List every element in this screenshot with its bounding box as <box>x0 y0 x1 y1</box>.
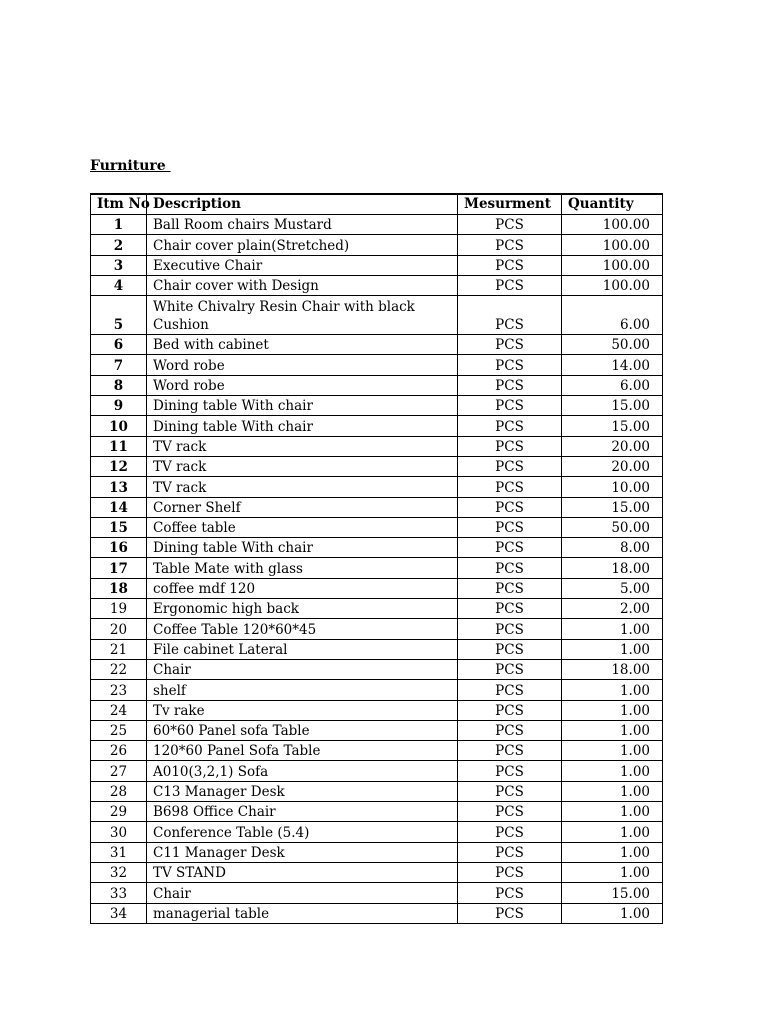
cell-measurement: PCS <box>458 700 562 720</box>
table-row <box>91 720 663 740</box>
cell-measurement: PCS <box>458 355 562 375</box>
cell-description: Coffee Table 120*60*45 <box>147 619 458 639</box>
cell-item-no: 15 <box>91 517 147 537</box>
cell-item-no: 13 <box>91 477 147 497</box>
cell-item-no: 6 <box>91 335 147 355</box>
cell-measurement: PCS <box>458 842 562 862</box>
cell-measurement: PCS <box>458 903 562 923</box>
cell-item-no: 11 <box>91 436 147 456</box>
cell-description: TV rack <box>147 436 458 456</box>
table-row <box>91 215 663 235</box>
cell-description: Tv rake <box>147 700 458 720</box>
cell-quantity: 1.00 <box>562 761 663 781</box>
table-row <box>91 436 663 456</box>
cell-quantity: 10.00 <box>562 477 663 497</box>
cell-item-no: 16 <box>91 538 147 558</box>
cell-description: C11 Manager Desk <box>147 842 458 862</box>
cell-description: Chair cover plain(Stretched) <box>147 235 458 255</box>
cell-quantity: 20.00 <box>562 436 663 456</box>
cell-quantity: 6.00 <box>562 375 663 395</box>
cell-quantity: 14.00 <box>562 355 663 375</box>
cell-description: File cabinet Lateral <box>147 639 458 659</box>
cell-measurement: PCS <box>458 599 562 619</box>
cell-description: TV STAND <box>147 862 458 882</box>
cell-description: Word robe <box>147 375 458 395</box>
cell-quantity: 50.00 <box>562 335 663 355</box>
table-row <box>91 396 663 416</box>
cell-measurement: PCS <box>458 558 562 578</box>
cell-measurement: PCS <box>458 235 562 255</box>
cell-item-no: 7 <box>91 355 147 375</box>
cell-item-no: 31 <box>91 842 147 862</box>
table-row <box>91 781 663 801</box>
table-row <box>91 497 663 517</box>
furniture-table <box>90 193 663 924</box>
table-row <box>91 903 663 923</box>
table-row <box>91 822 663 842</box>
cell-item-no: 24 <box>91 700 147 720</box>
cell-item-no: 30 <box>91 822 147 842</box>
cell-description: Dining table With chair <box>147 396 458 416</box>
table-row <box>91 355 663 375</box>
cell-item-no: 32 <box>91 862 147 882</box>
cell-measurement: PCS <box>458 822 562 842</box>
cell-quantity: 1.00 <box>562 619 663 639</box>
cell-quantity: 100.00 <box>562 275 663 295</box>
cell-description: A010(3,2,1) Sofa <box>147 761 458 781</box>
cell-description: 120*60 Panel Sofa Table <box>147 741 458 761</box>
table-row <box>91 619 663 639</box>
table-row <box>91 558 663 578</box>
cell-measurement: PCS <box>458 416 562 436</box>
cell-item-no: 17 <box>91 558 147 578</box>
cell-measurement: PCS <box>458 619 562 639</box>
cell-description: Chair <box>147 883 458 903</box>
cell-quantity: 1.00 <box>562 700 663 720</box>
cell-measurement: PCS <box>458 215 562 235</box>
cell-measurement: PCS <box>458 883 562 903</box>
cell-item-no: 12 <box>91 456 147 476</box>
cell-item-no: 1 <box>91 215 147 235</box>
cell-item-no: 9 <box>91 396 147 416</box>
cell-description: 60*60 Panel sofa Table <box>147 720 458 740</box>
table-row <box>91 335 663 355</box>
cell-measurement: PCS <box>458 477 562 497</box>
cell-description: Ergonomic high back <box>147 599 458 619</box>
cell-quantity: 15.00 <box>562 497 663 517</box>
cell-quantity: 50.00 <box>562 517 663 537</box>
table-body <box>91 215 663 924</box>
table-row <box>91 842 663 862</box>
cell-measurement: PCS <box>458 517 562 537</box>
cell-quantity: 1.00 <box>562 639 663 659</box>
cell-quantity: 1.00 <box>562 842 663 862</box>
cell-quantity: 100.00 <box>562 235 663 255</box>
cell-quantity: 5.00 <box>562 578 663 598</box>
header-description: Description <box>147 194 458 215</box>
cell-description: Bed with cabinet <box>147 335 458 355</box>
cell-quantity: 1.00 <box>562 862 663 882</box>
cell-quantity: 15.00 <box>562 416 663 436</box>
cell-description: Table Mate with glass <box>147 558 458 578</box>
cell-item-no: 20 <box>91 619 147 639</box>
table-row <box>91 538 663 558</box>
table-row <box>91 599 663 619</box>
table-row <box>91 416 663 436</box>
cell-measurement: PCS <box>458 659 562 679</box>
table-row <box>91 639 663 659</box>
table-row <box>91 456 663 476</box>
cell-quantity: 1.00 <box>562 720 663 740</box>
table-row <box>91 375 663 395</box>
cell-measurement: PCS <box>458 680 562 700</box>
table-row <box>91 862 663 882</box>
cell-quantity: 2.00 <box>562 599 663 619</box>
cell-description: Dining table With chair <box>147 416 458 436</box>
cell-quantity: 8.00 <box>562 538 663 558</box>
cell-item-no: 8 <box>91 375 147 395</box>
cell-quantity: 1.00 <box>562 903 663 923</box>
table-row <box>91 517 663 537</box>
cell-item-no: 34 <box>91 903 147 923</box>
cell-measurement: PCS <box>458 802 562 822</box>
cell-quantity: 1.00 <box>562 822 663 842</box>
cell-quantity: 15.00 <box>562 396 663 416</box>
page-title: Furniture <box>90 158 171 174</box>
cell-item-no: 5 <box>91 296 147 335</box>
cell-item-no: 19 <box>91 599 147 619</box>
cell-quantity: 20.00 <box>562 456 663 476</box>
cell-item-no: 28 <box>91 781 147 801</box>
cell-description: Chair cover with Design <box>147 275 458 295</box>
cell-item-no: 4 <box>91 275 147 295</box>
header-quantity: Quantity <box>562 194 663 215</box>
cell-description: Word robe <box>147 355 458 375</box>
table-row <box>91 296 663 335</box>
cell-item-no: 2 <box>91 235 147 255</box>
table-row <box>91 477 663 497</box>
cell-description: TV rack <box>147 456 458 476</box>
cell-measurement: PCS <box>458 255 562 275</box>
header-measurement: Mesurment <box>458 194 562 215</box>
table-row <box>91 802 663 822</box>
table-row <box>91 680 663 700</box>
cell-description: managerial table <box>147 903 458 923</box>
cell-description: C13 Manager Desk <box>147 781 458 801</box>
cell-measurement: PCS <box>458 720 562 740</box>
cell-item-no: 14 <box>91 497 147 517</box>
cell-item-no: 23 <box>91 680 147 700</box>
cell-measurement: PCS <box>458 862 562 882</box>
cell-measurement: PCS <box>458 296 562 335</box>
table-row <box>91 578 663 598</box>
table-row <box>91 700 663 720</box>
cell-description: Conference Table (5.4) <box>147 822 458 842</box>
cell-item-no: 18 <box>91 578 147 598</box>
cell-quantity: 6.00 <box>562 296 663 335</box>
cell-description: B698 Office Chair <box>147 802 458 822</box>
table-header-row <box>91 194 663 215</box>
table-row <box>91 659 663 679</box>
cell-measurement: PCS <box>458 396 562 416</box>
cell-quantity: 1.00 <box>562 680 663 700</box>
cell-quantity: 1.00 <box>562 802 663 822</box>
cell-measurement: PCS <box>458 497 562 517</box>
cell-quantity: 1.00 <box>562 741 663 761</box>
cell-measurement: PCS <box>458 538 562 558</box>
cell-measurement: PCS <box>458 578 562 598</box>
cell-quantity: 15.00 <box>562 883 663 903</box>
cell-item-no: 33 <box>91 883 147 903</box>
cell-item-no: 27 <box>91 761 147 781</box>
cell-item-no: 22 <box>91 659 147 679</box>
cell-quantity: 18.00 <box>562 659 663 679</box>
table-row <box>91 741 663 761</box>
cell-measurement: PCS <box>458 761 562 781</box>
cell-measurement: PCS <box>458 375 562 395</box>
cell-description: Chair <box>147 659 458 679</box>
cell-item-no: 26 <box>91 741 147 761</box>
cell-measurement: PCS <box>458 741 562 761</box>
cell-item-no: 29 <box>91 802 147 822</box>
cell-description: Ball Room chairs Mustard <box>147 215 458 235</box>
cell-measurement: PCS <box>458 436 562 456</box>
cell-quantity: 1.00 <box>562 781 663 801</box>
cell-item-no: 21 <box>91 639 147 659</box>
cell-quantity: 18.00 <box>562 558 663 578</box>
cell-item-no: 3 <box>91 255 147 275</box>
cell-item-no: 25 <box>91 720 147 740</box>
cell-description: Corner Shelf <box>147 497 458 517</box>
table-row <box>91 235 663 255</box>
cell-measurement: PCS <box>458 335 562 355</box>
cell-description: Executive Chair <box>147 255 458 275</box>
cell-quantity: 100.00 <box>562 215 663 235</box>
cell-description: shelf <box>147 680 458 700</box>
cell-measurement: PCS <box>458 456 562 476</box>
cell-measurement: PCS <box>458 639 562 659</box>
header-item-no: Itm No <box>91 194 147 215</box>
table-row <box>91 275 663 295</box>
cell-description: White Chivalry Resin Chair with black Cushion <box>147 296 458 335</box>
cell-description: Coffee table <box>147 517 458 537</box>
cell-quantity: 100.00 <box>562 255 663 275</box>
table-row <box>91 761 663 781</box>
cell-measurement: PCS <box>458 781 562 801</box>
table-row <box>91 883 663 903</box>
cell-description: Dining table With chair <box>147 538 458 558</box>
cell-item-no: 10 <box>91 416 147 436</box>
table-row <box>91 255 663 275</box>
cell-description: TV rack <box>147 477 458 497</box>
cell-measurement: PCS <box>458 275 562 295</box>
cell-description: coffee mdf 120 <box>147 578 458 598</box>
